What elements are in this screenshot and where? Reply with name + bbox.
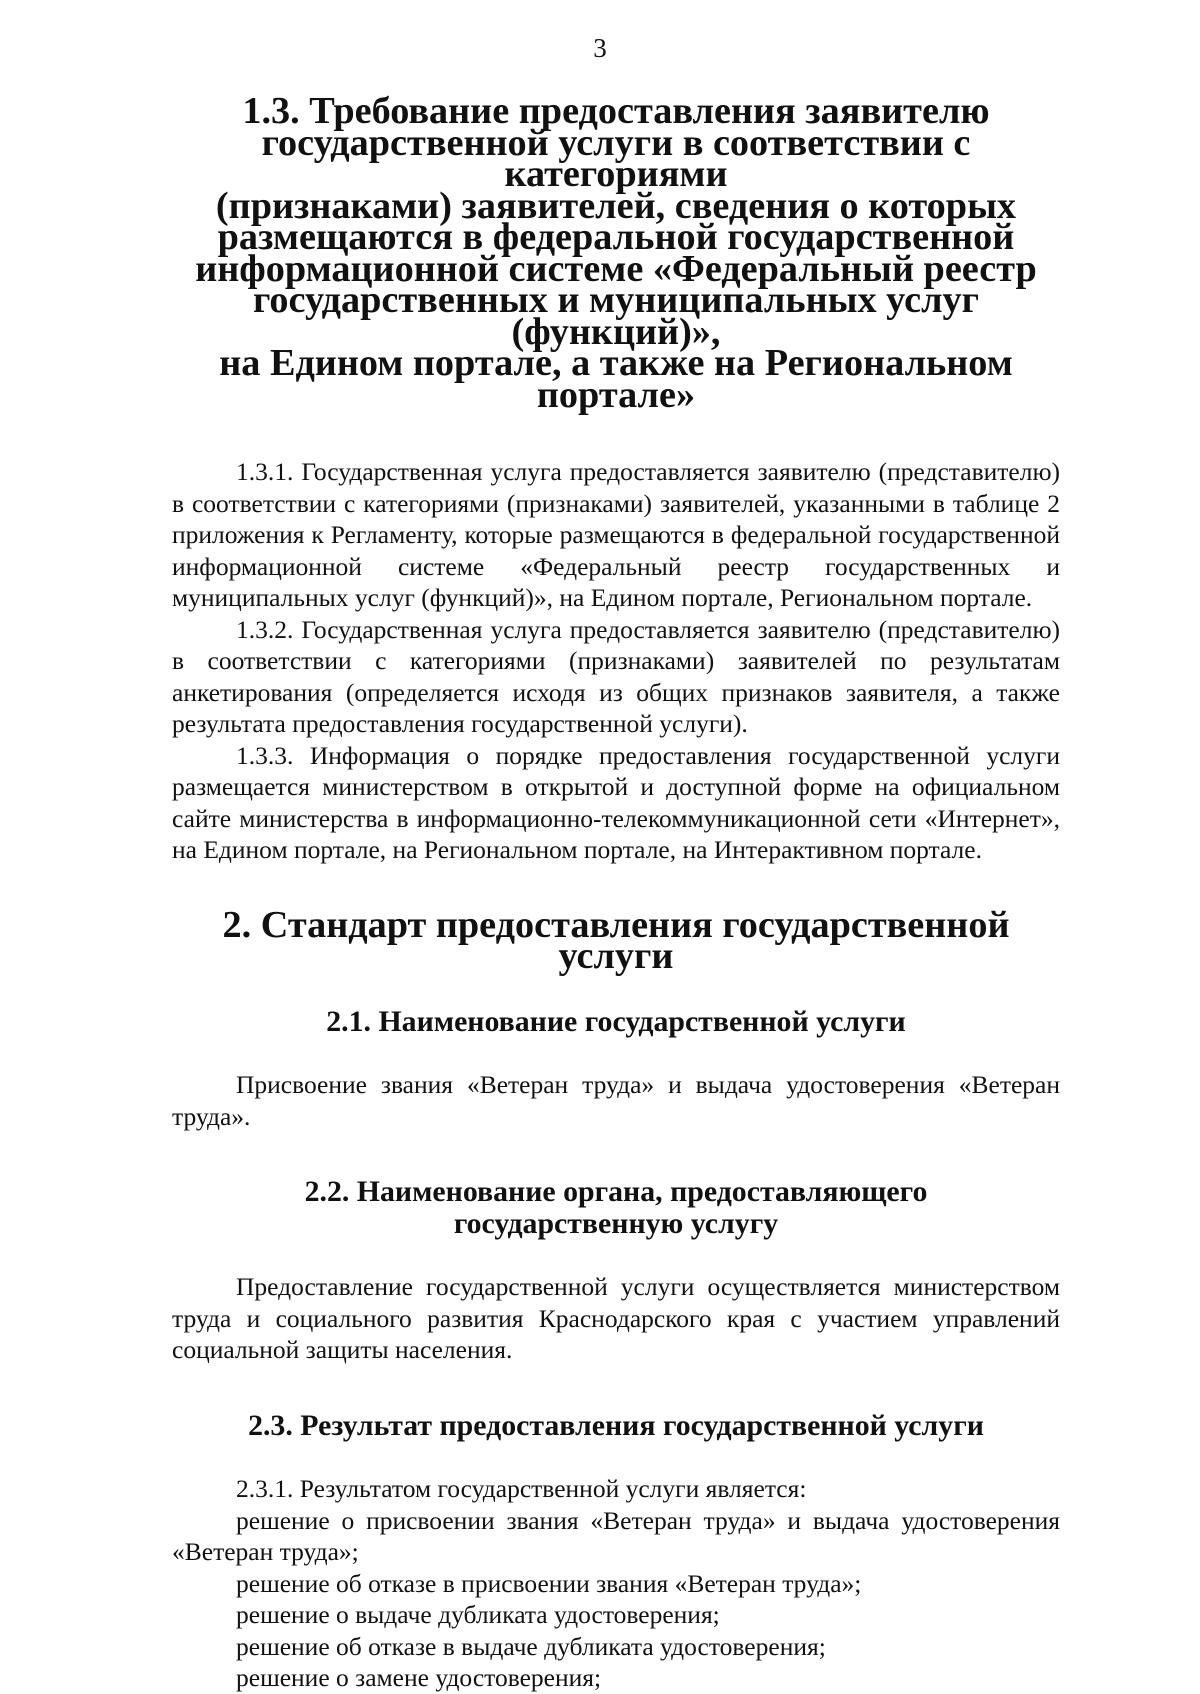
heading-line: государственных и муниципальных услуг (функций)», xyxy=(252,279,980,353)
result-line: решение об отказе в выдаче дубликата удостоверения; xyxy=(236,1631,826,1661)
paragraph-1-3-1: 1.3.1. Государственная услуга предоставляется заявителю (представителю) в соответствии с категориями (признаками) заявителей, указанными в таблице 2 приложения к Регламенту, которые размещаются в федеральной государственной информационной системе «Федеральный реестр государственных и муниципальных услуг (функций)», на Едином портале, Региональном портале. xyxy=(172,457,1060,612)
section-2-heading: 2. Стандарт предоставления государственной услуги xyxy=(222,903,1010,977)
page-number: 3 xyxy=(593,33,607,63)
document-body xyxy=(172,90,1060,1694)
result-line: решение о выдаче дубликата удостоверения; xyxy=(236,1600,720,1629)
paragraph-1-3-2: 1.3.2. Государственная услуга предоставляется заявителю (представителю) в соответствии с категориями (признаками) заявителей по результатам анкетирования (определяется исходя из общих признаков заявителя, а также результата предоставления государственной услуги). xyxy=(172,614,1060,738)
paragraph-2-1: Присвоение звания «Ветеран труда» и выдача удостоверения «Ветеран труда». xyxy=(172,1070,1060,1131)
heading-line: на Едином портале, а также на Региональном портале» xyxy=(219,342,1013,416)
section-2-1-heading: 2.1. Наименование государственной услуги xyxy=(326,1004,906,1038)
paragraph-1-3-3: 1.3.3. Информация о порядке предоставления государственной услуги размещается министерством в открытой и доступной форме на официальном сайте министерства в информационно-телекоммуникационной сети «Интернет», на Едином портале, на Региональном портале, на Интерактивном портале. xyxy=(172,740,1060,864)
heading-line: (признаками) заявителей, сведения о которых xyxy=(215,184,1017,227)
section-2-3-heading: 2.3. Результат предоставления государственной услуги xyxy=(248,1408,984,1442)
section-1-3-heading xyxy=(172,90,1060,416)
heading-line: государственную услугу xyxy=(453,1206,779,1240)
paragraph-2-2: Предоставление государственной услуги осуществляется министерством труда и социального развития Краснодарского края с участием управлений социальной защиты населения. xyxy=(172,1272,1060,1364)
result-line: решение о присвоении звания «Ветеран труда» и выдача удостоверения «Ветеран труда»; xyxy=(172,1505,1060,1566)
heading-line: 1.3. Требование предоставления заявителю xyxy=(242,90,990,132)
result-line: решение об отказе в присвоении звания «Ветеран труда»; xyxy=(236,1568,862,1598)
section-2-2-heading xyxy=(172,1176,1060,1239)
heading-line: размещаются в федеральной государственной xyxy=(217,216,1015,258)
heading-line: государственной услуги в соответствии с категориями xyxy=(261,121,971,195)
result-line: решение о замене удостоверения; xyxy=(236,1663,602,1692)
result-line: 2.3.1. Результатом государственной услуги является: xyxy=(236,1474,807,1503)
heading-line: информационной системе «Федеральный реестр xyxy=(195,247,1037,290)
heading-line: 2.2. Наименование органа, предоставляющего xyxy=(304,1175,928,1208)
